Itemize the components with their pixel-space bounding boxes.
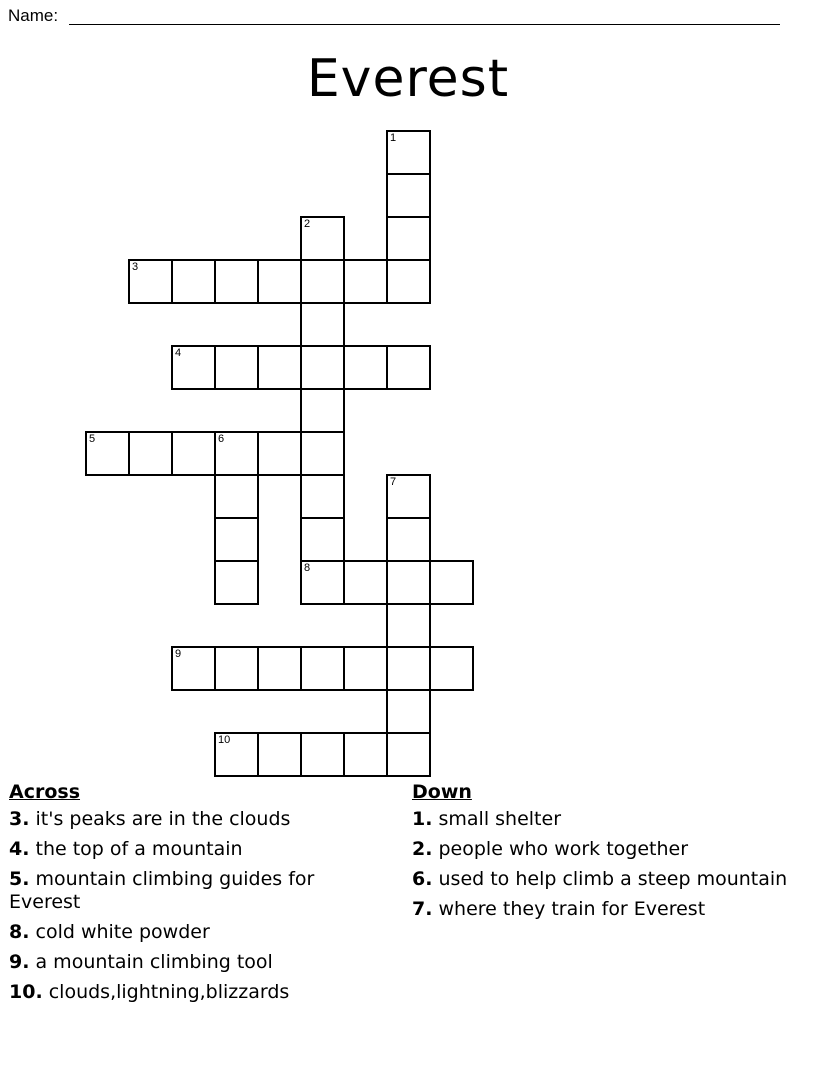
- name-field[interactable]: [8, 6, 780, 28]
- crossword-cell[interactable]: [386, 345, 431, 390]
- crossword-cell[interactable]: [429, 560, 474, 605]
- crossword-cell[interactable]: [300, 646, 345, 691]
- crossword-cell[interactable]: [300, 732, 345, 777]
- cell-number: 3: [132, 261, 139, 273]
- crossword-cell[interactable]: [257, 431, 302, 476]
- crossword-cell[interactable]: [214, 345, 259, 390]
- across-clue-3: [9, 808, 369, 831]
- crossword-cell[interactable]: [343, 560, 388, 605]
- crossword-cell[interactable]: [128, 431, 173, 476]
- name-underline[interactable]: [69, 24, 780, 25]
- clue-text: small shelter: [438, 808, 562, 830]
- crossword-cell[interactable]: [386, 130, 431, 175]
- crossword-cell[interactable]: [343, 259, 388, 304]
- clue-number: 10.: [9, 981, 43, 1003]
- across-clue-4: [9, 838, 369, 861]
- cell-number: 2: [304, 218, 311, 230]
- crossword-cell[interactable]: [386, 646, 431, 691]
- crossword-cell[interactable]: [300, 302, 345, 347]
- clue-number: 5.: [9, 868, 30, 890]
- crossword-cell[interactable]: [343, 646, 388, 691]
- crossword-cell[interactable]: [214, 431, 259, 476]
- crossword-cell[interactable]: [257, 732, 302, 777]
- down-clue-1: [412, 808, 792, 831]
- cell-number: 4: [175, 347, 182, 359]
- crossword-cell[interactable]: [214, 732, 259, 777]
- down-clue-7: [412, 898, 792, 921]
- crossword-cell[interactable]: [85, 431, 130, 476]
- clue-number: 7.: [412, 898, 433, 920]
- clue-text: people who work together: [438, 838, 689, 860]
- crossword-cell[interactable]: [300, 345, 345, 390]
- crossword-cell[interactable]: [300, 216, 345, 261]
- crossword-cell[interactable]: [386, 216, 431, 261]
- across-clues: [9, 780, 369, 1011]
- crossword-cell[interactable]: [257, 345, 302, 390]
- across-clue-5: [9, 868, 369, 914]
- clue-number: 8.: [9, 921, 30, 943]
- clue-text: cold white powder: [35, 921, 210, 943]
- crossword-cell[interactable]: [343, 345, 388, 390]
- clue-number: 1.: [412, 808, 433, 830]
- crossword-cell[interactable]: [386, 259, 431, 304]
- crossword-cell[interactable]: [214, 560, 259, 605]
- name-label: Name:: [8, 6, 59, 25]
- clue-text: clouds,lightning,blizzards: [48, 981, 290, 1003]
- crossword-cell[interactable]: [300, 517, 345, 562]
- crossword-cell[interactable]: [300, 560, 345, 605]
- crossword-cell[interactable]: [171, 259, 216, 304]
- clue-number: 3.: [9, 808, 30, 830]
- down-clue-2: [412, 838, 792, 861]
- clue-text: used to help climb a steep mountain: [438, 868, 788, 890]
- cell-number: 9: [175, 648, 182, 660]
- crossword-cell[interactable]: [386, 517, 431, 562]
- cell-number: 6: [218, 433, 225, 445]
- crossword-cell[interactable]: [257, 646, 302, 691]
- crossword-cell[interactable]: [214, 517, 259, 562]
- crossword-cell[interactable]: [300, 259, 345, 304]
- cell-number: 7: [390, 476, 397, 488]
- down-clues: [412, 780, 792, 928]
- clue-number: 2.: [412, 838, 433, 860]
- page-title: Everest: [306, 49, 510, 109]
- crossword-cell[interactable]: [257, 259, 302, 304]
- crossword-cell[interactable]: [171, 345, 216, 390]
- crossword-cell[interactable]: [386, 603, 431, 648]
- cell-number: 8: [304, 562, 311, 574]
- crossword-cell[interactable]: [128, 259, 173, 304]
- crossword-cell[interactable]: [214, 646, 259, 691]
- crossword-cell[interactable]: [300, 431, 345, 476]
- cell-number: 1: [390, 132, 397, 144]
- across-clue-8: [9, 921, 369, 944]
- clue-text: where they train for Everest: [438, 898, 706, 920]
- crossword-cell[interactable]: [214, 259, 259, 304]
- crossword-cell[interactable]: [386, 689, 431, 734]
- cell-number: 10: [218, 734, 231, 746]
- crossword-cell[interactable]: [386, 732, 431, 777]
- crossword-cell[interactable]: [429, 646, 474, 691]
- crossword-cell[interactable]: [386, 474, 431, 519]
- across-clue-9: [9, 951, 369, 974]
- clue-text: mountain climbing guides for Everest: [9, 868, 315, 913]
- cell-number: 5: [89, 433, 96, 445]
- crossword-cell[interactable]: [300, 388, 345, 433]
- clue-text: a mountain climbing tool: [35, 951, 273, 973]
- clue-text: the top of a mountain: [35, 838, 243, 860]
- crossword-cell[interactable]: [214, 474, 259, 519]
- across-clue-10: [9, 981, 369, 1004]
- clue-number: 6.: [412, 868, 433, 890]
- clue-number: 4.: [9, 838, 30, 860]
- crossword-cell[interactable]: [171, 646, 216, 691]
- crossword-cell[interactable]: [171, 431, 216, 476]
- across-heading: Across: [9, 781, 81, 803]
- crossword-cell[interactable]: [386, 173, 431, 218]
- down-clue-6: [412, 868, 792, 891]
- crossword-cell[interactable]: [386, 560, 431, 605]
- crossword-cell[interactable]: [343, 732, 388, 777]
- clue-text: it's peaks are in the clouds: [35, 808, 291, 830]
- down-heading: Down: [412, 781, 472, 803]
- clue-number: 9.: [9, 951, 30, 973]
- crossword-cell[interactable]: [300, 474, 345, 519]
